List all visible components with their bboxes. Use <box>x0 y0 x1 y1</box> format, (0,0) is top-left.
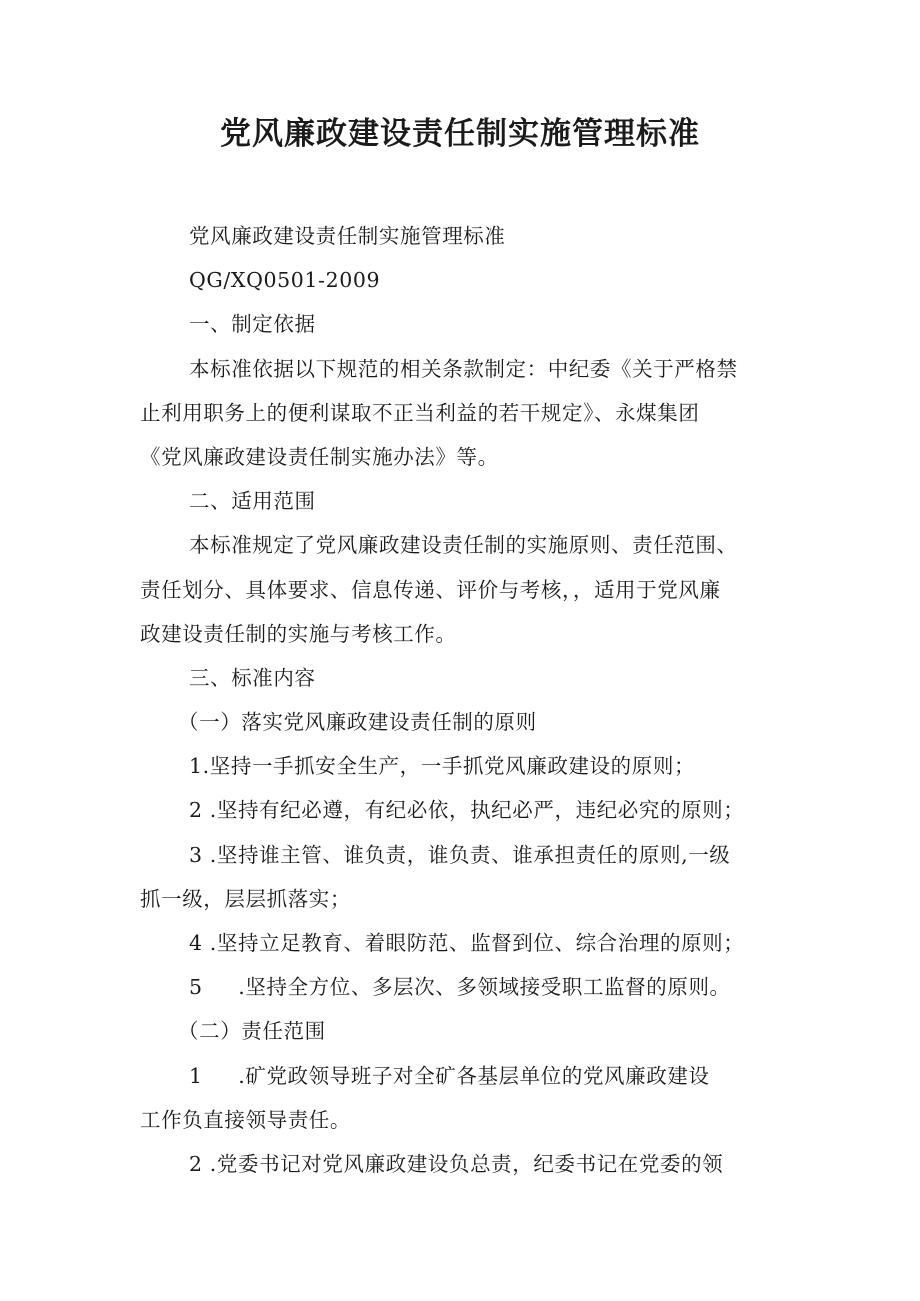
document-body <box>140 214 790 1186</box>
section-heading-basis: 一、制定依据 <box>189 312 316 337</box>
subsection-heading-responsibility: （二）责任范围 <box>178 1019 326 1044</box>
list-item: 1 .矿党政领导班子对全矿各基层单位的党风廉政建设 <box>189 1063 710 1088</box>
body-line-subtitle: 党风廉政建设责任制实施管理标准 <box>189 224 506 248</box>
section-heading-content: 三、标准内容 <box>189 665 316 690</box>
list-item-continuation: 工作负直接领导责任。 <box>140 1107 351 1132</box>
list-item: 3 .坚持谁主管、谁负责，谁负责、谁承担责任的原则,一级 <box>189 842 731 867</box>
section-heading-scope: 二、适用范围 <box>189 489 316 514</box>
body-line: 《党风廉政建设责任制实施办法》等。 <box>140 444 499 469</box>
list-item: 1.坚持一手抓安全生产，一手抓党风廉政建设的原则； <box>189 754 696 779</box>
body-line: 止利用职务上的便利谋取不正当利益的若干规定》、永煤集团 <box>140 400 700 425</box>
list-item: 4 .坚持立足教育、着眼防范、监督到位、综合治理的原则； <box>189 931 745 955</box>
list-item: 2 .党委书记对党风廉政建设负总责，纪委书记在党委的领 <box>189 1151 724 1176</box>
list-item: 2 .坚持有纪必遵，有纪必依，执纪必严，违纪必究的原则； <box>189 798 745 823</box>
document-title: 党风廉政建设责任制实施管理标准 <box>220 116 700 152</box>
body-line: 政建设责任制的实施与考核工作。 <box>140 621 457 646</box>
body-line: 本标准规定了党风廉政建设责任制的实施原则、责任范围、 <box>189 533 738 558</box>
body-line: 本标准依据以下规范的相关条款制定：中纪委《关于严格禁 <box>189 356 738 381</box>
list-item-continuation: 抓一级，层层抓落实； <box>140 886 351 911</box>
subsection-heading-principles: （一）落实党风廉政建设责任制的原则 <box>178 710 537 735</box>
body-line: 责任划分、具体要求、信息传递、评价与考核，，适用于党风廉 <box>140 577 721 602</box>
list-item: 5 .坚持全方位、多层次、多领域接受职工监督的原则。 <box>189 975 731 1000</box>
body-line-standard-code: QG/XQ0501-2009 <box>189 268 381 293</box>
